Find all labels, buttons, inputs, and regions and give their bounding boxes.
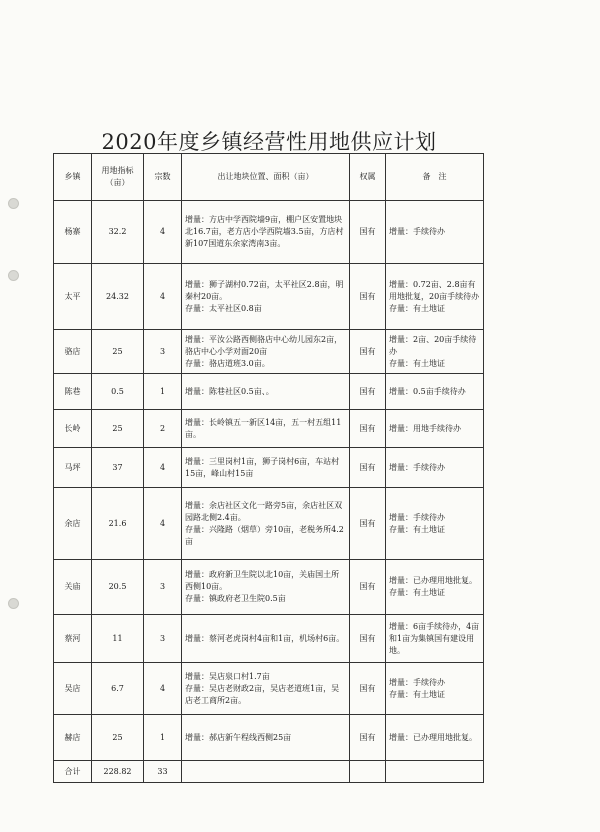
cell-remark	[386, 560, 484, 615]
location-line: 增量：陈巷社区0.5亩、。	[185, 386, 274, 396]
cell-ownership: 国有	[350, 560, 386, 615]
cell-quota: 37	[92, 448, 144, 488]
cell-remark	[386, 264, 484, 330]
table-row	[54, 201, 484, 264]
cell-ownership: 国有	[350, 663, 386, 715]
total-label: 合计	[54, 761, 92, 783]
cell-location	[182, 448, 350, 488]
remark-line: 增量：0.5亩手续待办	[389, 386, 466, 396]
total-row	[54, 761, 484, 783]
cell-quota: 11	[92, 615, 144, 663]
table-row	[54, 715, 484, 761]
cell-quota: 20.5	[92, 560, 144, 615]
document-title: 2020年度乡镇经营性用地供应计划	[101, 130, 437, 154]
location-line: 增量：蔡河老虎岗村4亩和1亩，机场村6亩。	[185, 633, 345, 643]
punch-hole-mark	[8, 270, 19, 281]
remark-line: 存量：有土地证	[389, 689, 445, 699]
table-row	[54, 615, 484, 663]
cell-location	[182, 330, 350, 374]
total-ownership-empty	[350, 761, 386, 783]
punch-hole-mark	[8, 598, 19, 609]
cell-location	[182, 201, 350, 264]
location-line: 增量：长岭镇五一新区14亩，五一村五组11亩。	[185, 417, 342, 439]
table-row	[54, 410, 484, 448]
cell-ownership: 国有	[350, 201, 386, 264]
cell-count: 4	[144, 448, 182, 488]
cell-town: 陈巷	[54, 374, 92, 410]
cell-remark	[386, 201, 484, 264]
cell-quota: 6.7	[92, 663, 144, 715]
cell-town: 杨寨	[54, 201, 92, 264]
cell-count: 2	[144, 410, 182, 448]
cell-ownership: 国有	[350, 715, 386, 761]
location-line: 增量：余店社区文化一路旁5亩，余店社区双园路北侧2.4亩。	[185, 500, 343, 522]
remark-line: 增量：手续待办	[389, 677, 445, 687]
cell-ownership: 国有	[350, 615, 386, 663]
remark-line: 增量：已办理用地批复。	[389, 732, 477, 742]
remark-line: 存量：有土地证	[389, 358, 445, 368]
remark-line: 存量：有土地证	[389, 588, 445, 597]
cell-town: 马坪	[54, 448, 92, 488]
table-row	[54, 663, 484, 715]
cell-count: 1	[144, 374, 182, 410]
cell-count: 3	[144, 330, 182, 374]
cell-location	[182, 264, 350, 330]
table-row	[54, 448, 484, 488]
remark-line: 存量：有土地证	[389, 303, 445, 313]
cell-town: 关庙	[54, 560, 92, 615]
cell-quota: 24.32	[92, 264, 144, 330]
cell-ownership: 国有	[350, 448, 386, 488]
cell-location	[182, 374, 350, 410]
remark-line: 增量：2亩、20亩手续待办	[389, 334, 477, 356]
header-location: 出让地块位置、面积（亩）	[182, 154, 350, 201]
cell-ownership: 国有	[350, 264, 386, 330]
cell-ownership: 国有	[350, 330, 386, 374]
remark-line: 增量：手续待办	[389, 462, 445, 472]
table-row	[54, 488, 484, 560]
header-ownership: 权属	[350, 154, 386, 201]
cell-quota: 25	[92, 330, 144, 374]
table-row	[54, 264, 484, 330]
cell-town: 赫店	[54, 715, 92, 761]
header-count: 宗数	[144, 154, 182, 201]
cell-quota: 25	[92, 715, 144, 761]
header-remark: 备 注	[386, 154, 484, 201]
cell-location	[182, 663, 350, 715]
cell-location	[182, 488, 350, 560]
remark-line: 存量：有土地证	[389, 524, 445, 534]
cell-remark	[386, 715, 484, 761]
total-location-empty	[182, 761, 350, 783]
remark-line: 增量：6亩手续待办，4亩和1亩为集镇国有建设用地。	[389, 621, 480, 655]
cell-location	[182, 615, 350, 663]
punch-hole-mark	[8, 198, 19, 209]
cell-ownership: 国有	[350, 374, 386, 410]
cell-quota: 25	[92, 410, 144, 448]
location-line: 增量：吴店泉口村1.7亩	[185, 671, 270, 681]
remark-line: 增量：手续待办	[389, 512, 445, 522]
cell-town: 吴店	[54, 663, 92, 715]
table-row	[54, 330, 484, 374]
location-line: 增量：狮子湖村0.72亩，太平社区2.8亩，明秦村20亩。	[185, 279, 344, 301]
cell-count: 3	[144, 615, 182, 663]
cell-count: 3	[144, 560, 182, 615]
remark-line: 增量：已办理用地批复。	[389, 576, 477, 585]
cell-count: 4	[144, 264, 182, 330]
location-line: 存量：镇政府老卫生院0.5亩	[185, 594, 286, 603]
cell-remark	[386, 488, 484, 560]
cell-town: 太平	[54, 264, 92, 330]
location-line: 存量：吴店老财政2亩，吴店老道班1亩，吴店老工商所2亩。	[185, 683, 340, 705]
cell-town: 蔡河	[54, 615, 92, 663]
cell-ownership: 国有	[350, 410, 386, 448]
remark-line: 增量：手续待办	[389, 227, 445, 236]
location-line: 增量：方店中学西院墙9亩，棚户区安置地块北16.7亩，老方店小学西院墙3.5亩，方店村新107国道东余家湾南3亩。	[185, 215, 344, 248]
cell-count: 4	[144, 488, 182, 560]
location-line: 存量：兴隆路（烟草）旁10亩，老税务所4.2亩	[185, 524, 344, 546]
total-count: 33	[144, 761, 182, 783]
land-supply-table	[53, 153, 484, 783]
cell-town: 长岭	[54, 410, 92, 448]
cell-quota: 0.5	[92, 374, 144, 410]
cell-quota: 21.6	[92, 488, 144, 560]
location-line: 增量：政府新卫生院以北10亩，关庙国土所西侧10亩。	[185, 570, 340, 591]
cell-ownership: 国有	[350, 488, 386, 560]
total-quota: 228.82	[92, 761, 144, 783]
location-line: 增量：平汝公路西侧骆店中心幼儿园东2亩，骆店中心小学对面20亩	[185, 334, 343, 356]
cell-location	[182, 410, 350, 448]
header-town: 乡镇	[54, 154, 92, 201]
cell-remark	[386, 374, 484, 410]
remark-line: 增量：0.72亩、2.8亩有用地批复，20亩手续待办	[389, 279, 480, 301]
location-line: 增量：郝店新午程线西侧25亩	[185, 732, 292, 742]
cell-location	[182, 560, 350, 615]
remark-line: 增量：用地手续待办	[389, 423, 461, 433]
cell-quota: 32.2	[92, 201, 144, 264]
location-line: 存量：骆店道班3.0亩。	[185, 358, 270, 368]
location-line: 存量：太平社区0.8亩	[185, 303, 262, 313]
cell-remark	[386, 615, 484, 663]
total-remark-empty	[386, 761, 484, 783]
table-header-row	[54, 154, 484, 201]
cell-town: 余店	[54, 488, 92, 560]
table-row	[54, 560, 484, 615]
cell-town: 骆店	[54, 330, 92, 374]
cell-remark	[386, 330, 484, 374]
cell-count: 4	[144, 663, 182, 715]
cell-count: 4	[144, 201, 182, 264]
cell-remark	[386, 663, 484, 715]
cell-location	[182, 715, 350, 761]
table-row	[54, 374, 484, 410]
cell-remark	[386, 448, 484, 488]
cell-remark	[386, 410, 484, 448]
cell-count: 1	[144, 715, 182, 761]
header-quota: 用地指标（亩）	[92, 154, 144, 201]
location-line: 增量：三里岗村1亩，狮子岗村6亩，车站村15亩，峰山村15亩	[185, 456, 340, 478]
